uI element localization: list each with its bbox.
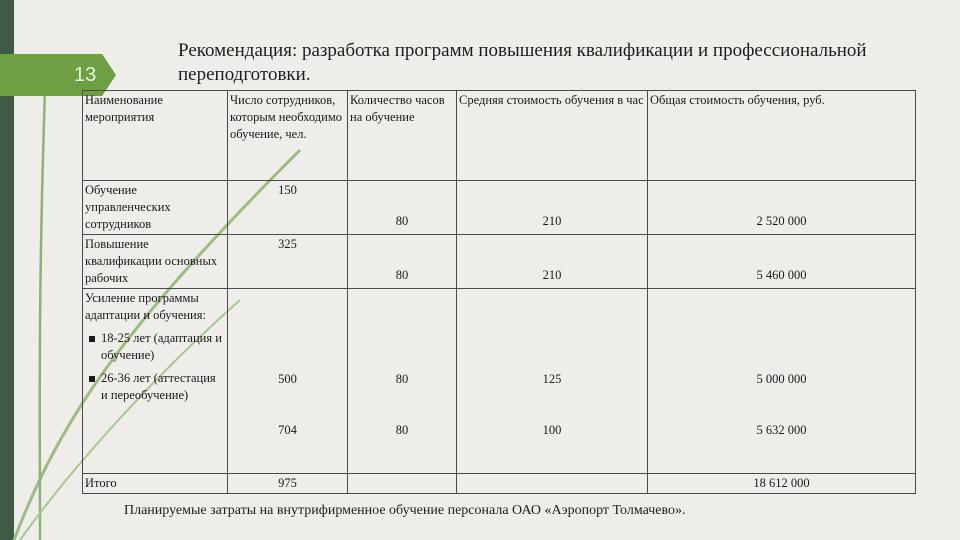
group-item-total: 5 000 000 xyxy=(756,372,807,386)
training-cost-table xyxy=(82,90,916,494)
header-cell-name: Наименование мероприятия xyxy=(83,91,228,181)
slide-number: 13 xyxy=(74,64,97,86)
header-row xyxy=(83,91,916,181)
table-row xyxy=(83,181,916,235)
row-employees: 150 xyxy=(228,181,348,235)
group-item-name: 26-36 лет (аттестация и переобучение) xyxy=(101,371,216,402)
group-hours-cell xyxy=(348,289,457,474)
row-employees: 325 xyxy=(228,235,348,289)
table-caption: Планируемые затраты на внутрифирменное обучение персонала ОАО «Аэропорт Толмачево». xyxy=(124,503,686,518)
header-cell-total: Общая стоимость обучения, руб. xyxy=(648,91,916,181)
group-item-cost-per-hour: 100 xyxy=(542,423,562,437)
table-row-group xyxy=(83,289,916,474)
total-cost-empty xyxy=(457,474,648,494)
row-total: 2 520 000 xyxy=(648,181,916,235)
group-item-name: 18-25 лет (адаптация и обучение) xyxy=(101,331,222,362)
header-cell-employees: Число сотрудников, которым необходимо обучение, чел. xyxy=(228,91,348,181)
list-item xyxy=(85,330,225,364)
group-total-cell xyxy=(648,289,916,474)
header-cell-hours: Количество часов на обучение xyxy=(348,91,457,181)
table-row xyxy=(83,235,916,289)
group-item-total: 5 632 000 xyxy=(756,423,807,437)
group-name: Усиление программы адаптации и обучения: xyxy=(85,291,206,322)
bullet-icon xyxy=(89,376,95,382)
row-cost-per-hour: 210 xyxy=(457,235,648,289)
total-employees: 975 xyxy=(228,474,348,494)
total-sum: 18 612 000 xyxy=(648,474,916,494)
row-name: Повышение квалификации основных рабочих xyxy=(83,235,228,289)
header-cell-cost-per-hour: Средняя стоимость обучения в час xyxy=(457,91,648,181)
group-employees-cell xyxy=(228,289,348,474)
bullet-icon xyxy=(89,336,95,342)
row-name: Обучение управленческих сотрудников xyxy=(83,181,228,235)
slide-title: Рекомендация: разработка программ повышения квалификации и профессиональной переподготовки. xyxy=(178,40,867,85)
group-item-employees: 704 xyxy=(278,423,297,437)
list-item xyxy=(85,370,225,404)
total-label: Итого xyxy=(83,474,228,494)
total-hours-empty xyxy=(348,474,457,494)
row-hours: 80 xyxy=(348,181,457,235)
total-row xyxy=(83,474,916,494)
row-total: 5 460 000 xyxy=(648,235,916,289)
group-cost-per-hour-cell xyxy=(457,289,648,474)
group-item-hours: 80 xyxy=(395,372,409,386)
group-item-employees: 500 xyxy=(278,372,297,386)
row-cost-per-hour: 210 xyxy=(457,181,648,235)
group-item-hours: 80 xyxy=(395,423,409,437)
row-hours: 80 xyxy=(348,235,457,289)
group-item-cost-per-hour: 125 xyxy=(542,372,562,386)
group-cell xyxy=(83,289,228,474)
